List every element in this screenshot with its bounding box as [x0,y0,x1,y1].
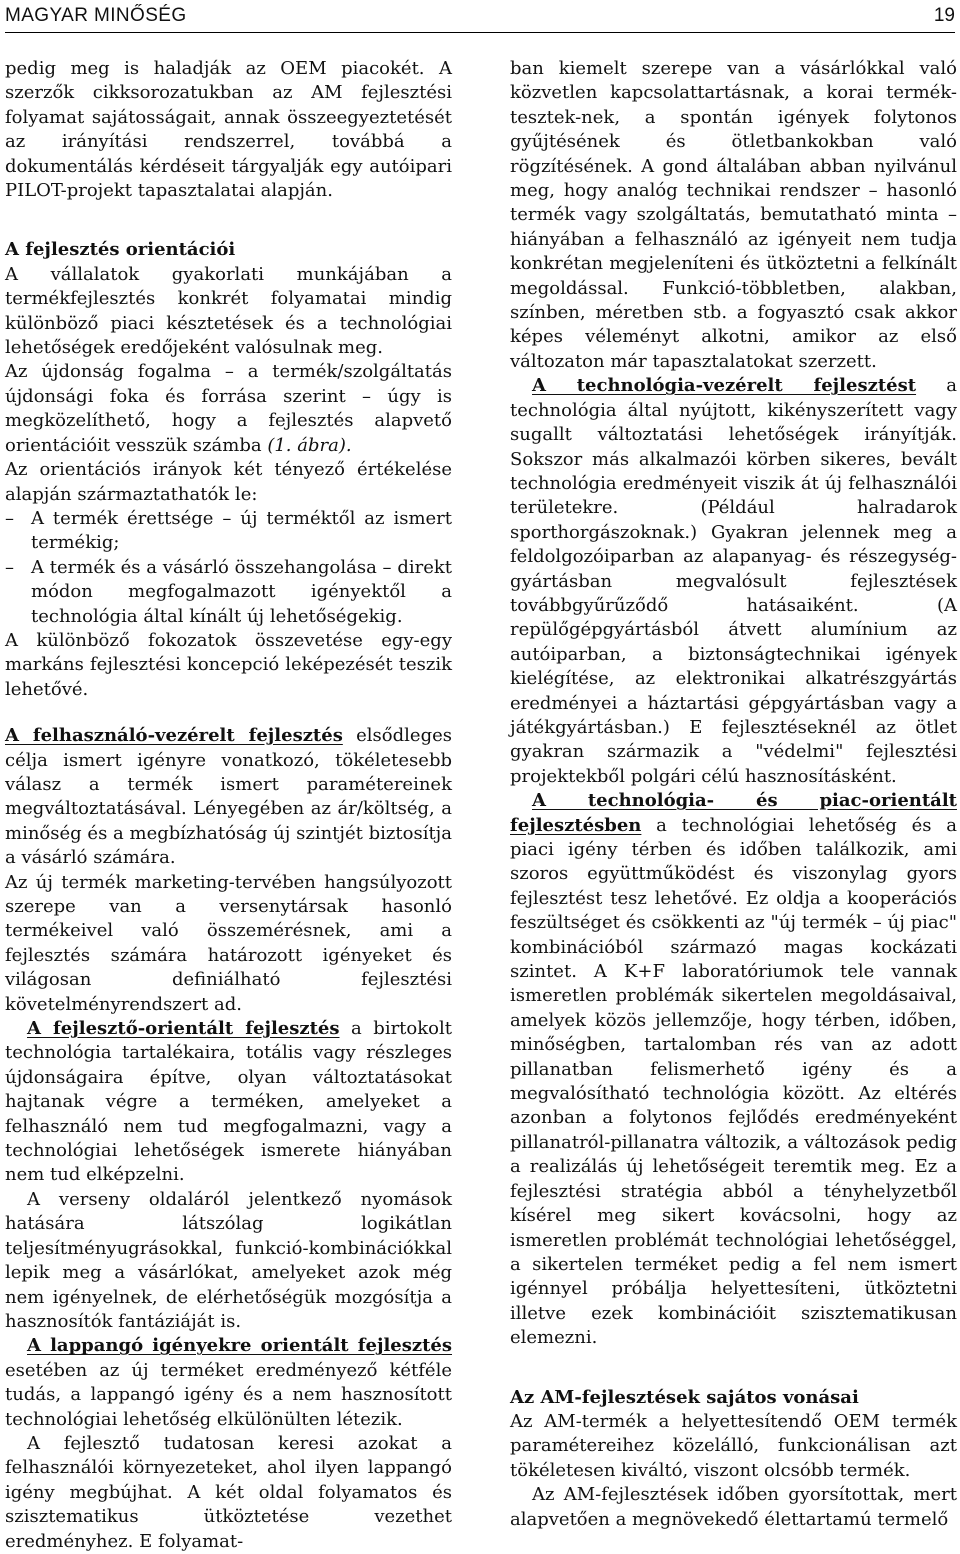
section-heading-am: Az AM-fejlesztések sajátos vonásai [510,1386,859,1408]
paragraph: ban kiemelt szerepe van a vásárlókkal való közvetlen kapcsolattartásnak, a korai termék-tesztek-nek, a spontán igények folytonos gyűjtésének és ötletbankokban való rögzítésének. A gond általában abban nyilvánul meg, hogy analóg technikai rendszer – hasonló termék vagy szolgáltatás, bemutatható minta – hiányában a felhasználó az igényeit nem tudja konkrétan megjeleníteni és ütköztetni a felkínált megoldással. Funkció-többletben, alakban, színben, méretben stb. a fogyasztó csak akkor képes véleményt alkotni, amikor az első változaton már tapasztalatokat szerzett. [510,58,957,372]
orientation-list [5,507,452,629]
paragraph-text: elsődleges célja ismert igényre vonatkozó, tökéletesebb válasz a termék ismert paramétereinek megváltoztatásával. Lényegében az ár/költség, a minőség és a megbízhatóság új szintjét biztosítja a vásárló számára. [5,725,452,869]
paragraph-text: Az újdonság fogalma – a termék/szolgáltatás újdonsági foka és forrása szerint – úgy is megközelíthető, hogy a fejlesztés alapvető orientációit vesszük számba [5,361,452,456]
right-column [510,57,957,1532]
paragraph: A különböző fokozatok összevetése egy-egy markáns fejlesztési koncepció leképezését teszik lehetővé. [5,629,452,700]
list-item: – A termék érettsége – új terméktől az ismert termékig; [5,507,452,556]
paragraph-text: a technológiai lehetőség és a piaci igény térben és időben találkozik, ami szoros együttműködést és viszonylag gyors fejlesztést tesz lehetővé. Ez oldja a kooperációs feszültséget és csökkenti az "új termék – új piac" kombinációból származó magas kockázati szintet. A K+F laboratóriumok tele vannak ismeretlen problémák sikertelen megoldásaival, amelyek közös jellemzője, hogy térben, időben, minőségben, tartalomban rés van az adott pillanatban felismerhető igény és a megvalósítható technológia között. Az eltérés azonban a folytonos fejlődés eredményeként pillanatról-pillanatra változik, a változások pedig a realizálás új lehetőségeit teremtik meg. Ez a fejlesztési stratégia abból a tényhelyzetből kísérel meg sikert kovácsolni, hogy az ismeretlen problémát technológiai lehetőséggel, a sikertelen terméket pedig a fel nem ismert igénnyel próbálja helyettesíteni, ütköztetni illetve ezek kombinációit szisztematikusan elemezni. [510,814,957,1349]
term-technology-driven: A technológia-vezérelt fejlesztést [532,375,917,397]
term-latent-needs: A lappangó igényekre orientált fejlesztés [27,1335,452,1357]
figure-reference: (1. ábra). [267,434,352,456]
paragraph [5,360,452,458]
page-number: 19 [933,5,955,26]
paragraph [5,1334,452,1432]
left-column [5,57,452,1554]
paragraph [510,789,957,1350]
paragraph: Az AM-termék a helyettesítendő OEM termék paramétereihez közelálló, funkcionálisan azt tökéletesen kiváltó, viszont olcsóbb termék. [510,1410,957,1481]
term-developer-oriented: A fejlesztő-orientált fejlesztés [27,1018,340,1040]
list-item: – A termék és a vásárló összehangolása – direkt módon megfogalmazott igényektől a technológia által kínált új lehetőségekig. [5,556,452,629]
page-header [5,0,955,33]
paragraph-text: esetében az új terméket eredményező kétféle tudás, a lappangó igény és a nem hasznosított technológiai lehetőség elkülönülten létezik. [5,1359,452,1430]
term-user-driven: A felhasználó-vezérelt fejlesztés [5,725,343,747]
journal-title: MAGYAR MINŐSÉG [5,5,187,26]
paragraph: A verseny oldaláról jelentkező nyomások hatására látszólag logikátlan teljesítményugrásokkal, funkció-kombinációkkal lepik meg a vásárlókat, amelyeket azok még nem igényelnek, de elérhetőségük mozgósítja a hasznosítók fantáziáját is. [5,1188,452,1332]
paragraph-text: a birtokolt technológia tartalékaira, totális vagy részleges újdonságaira építve, olyan változtatásokat hajtanak végre a terméken, amelyeket a felhasználó nem tud megfogalmazni, vagy a technológiai lehetőségek ismerete hiányában nem tud elképzelni. [5,1018,452,1186]
paragraph [5,1017,452,1188]
section-heading-orientations: A fejlesztés orientációi [5,239,236,261]
intro-paragraph: pedig meg is haladják az OEM piacokét. A szerzők cikksorozatukban az AM fejlesztési folyamat sajátosságait, annak összeegyeztetését az irányítási rendszerrel, továbbá a dokumentálás kérdéseit tárgyalják egy autóipari PILOT-projekt tapasztalatai alapján. [5,58,452,202]
paragraph [5,724,452,870]
paragraph: Az új termék marketing-tervében hangsúlyozott szerepe van a versenytársak hasonló termékeivel való összemérésnek, ami a fejlesztés számára határozott igényeket és világosan definiálható fejlesztési követelményrendszert ad. [5,871,452,1015]
term-technology-market-oriented: A technológia- és piac-orientált fejlesztésben [510,790,957,836]
paragraph [510,374,957,789]
paragraph: Az orientációs irányok két tényező értékelése alapján származtathatók le: [5,459,452,505]
paragraph: A vállalatok gyakorlati munkájában a termékfejlesztés konkrét folyamatai mindig különböző piaci késztetések és a technológiai lehetőségek eredőjeként valósulnak meg. [5,263,452,359]
paragraph: Az AM-fejlesztések időben gyorsítottak, mert alapvetően a megnövekedő élettartamú termelő [510,1484,957,1530]
paragraph: A fejlesztő tudatosan keresi azokat a felhasználói környezeteket, ahol ilyen lappangó igény megbújhat. A két oldal folyamatos és szisztematikus ütköztetése vezethet eredményhez. E folyamat- [5,1432,452,1552]
paragraph-text: a technológia által nyújtott, kikényszerített vagy sugallt változtatási lehetőségek irányítják. Sokszor más alkalmazói körben sikeres, bevált technológia eredményeit viszik át új felhasználói területekre. (Például halradarok sporthorgászoknak.) Gyakran jelennek meg a feldolgozóiparban az alapanyag- és részegység-gyártásban megvalósult fejlesztések továbbgyűrűződő hatásaiként. (A repülőgépgyártásból átvett alumínium az autóiparban, a biztonságtechnikai igények kielégítése, az elektronikai alkatrészgyártás eredményei a háztartási gépgyártásban vagy a játékgyártásban.) E fejlesztéseknél az ötlet gyakran származik a "védelmi" fejlesztési projektekből polgári célú hasznosításként. [510,375,957,787]
